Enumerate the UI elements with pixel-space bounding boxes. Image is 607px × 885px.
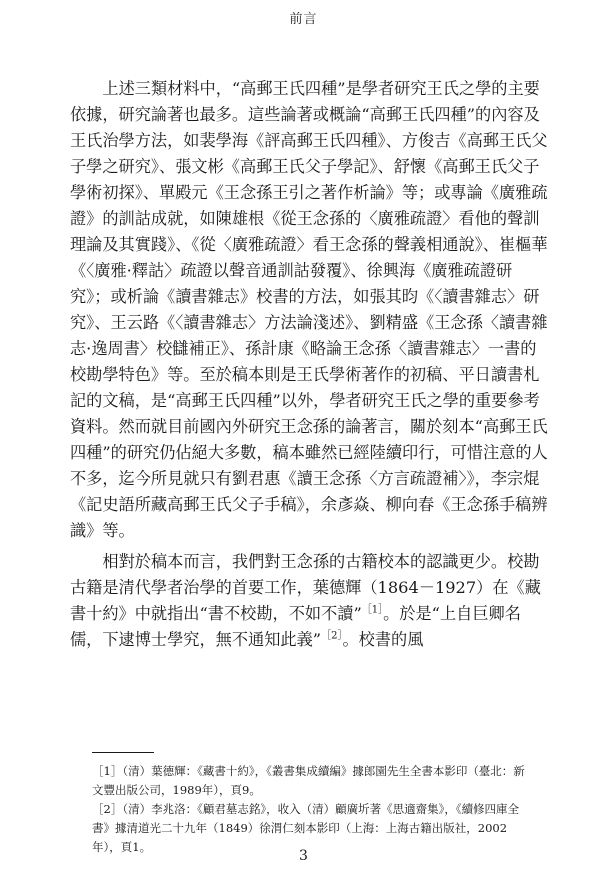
footnote: ［1］（清）葉德輝：《藏書十約》，《叢書集成續編》據郎園先生全書本影印（臺北：新文豐出版公司，1989年），頁9。 bbox=[92, 764, 525, 797]
paragraph: 上述三類材料中，“高郵王氏四種”是學者研究王氏之學的主要依據，研究論著也最多。這些論著或概論“高郵王氏四種”的內容及王氏治學方法，如裴學海《評高郵王氏四種》、方俊吉《高郵王氏父子學之研究》、張文彬《高郵王氏父子學記》、舒懷《高郵王氏父子學術初探》、單殿元《王念孫王引之著作析論》等；或專論《廣雅疏證》的訓詁成就，如陳雄根《從王念孫的〈廣雅疏證〉看他的聲訓理論及其實踐》、《從〈廣雅疏證〉看王念孫的聲義相通說》、崔樞華《〈廣雅·釋詁〉疏證以聲音通訓詁發覆》、徐興海《廣雅疏證研究》；或析論《讀書雜志》校書的方法，如張其昀《〈讀書雜志〉研究》、王云路《〈讀書雜志〉方法論淺述》、劉精盛《王念孫〈讀書雜志·逸周書〉校讎補正》、孫計康《略論王念孫〈讀書雜志〉一書的校勘學特色》等。至於稿本則是王氏學術著作的初稿、平日讀書札記的文稿，是“高郵王氏四種”以外，學者研究王氏之學的重要參考資料。然而就目前國內外研究王念孫的論著言，關於刻本“高郵王氏四種”的研究仍佔絕大多數，稿本雖然已經陸續印行，可惜注意的人不多，迄今所見就只有劉君惠《讀王念孫〈方言疏證補〉》，李宗焜《記史語所藏高郵王氏父子手稿》，余彥焱、柳向春《王念孫手稿辨識》等。 bbox=[70, 79, 548, 540]
paragraph bbox=[70, 549, 548, 653]
page-number: 3 bbox=[299, 848, 308, 864]
paragraph-text: 。校書的風 bbox=[342, 630, 424, 649]
body-text bbox=[70, 76, 548, 653]
footnote-ref[interactable]: ［1］ bbox=[361, 604, 384, 616]
running-header: 前言 bbox=[289, 12, 318, 27]
footnote-ref[interactable]: ［2］ bbox=[321, 630, 343, 642]
paragraph-text: 相對於稿本而言，我們對王念孫的古籍校本的認識更少。校勘古籍是清代學者治學的首要工作，葉德輝（1864－1927）在《藏書十約》中就指出“書不校勘，不如不讀” bbox=[70, 552, 541, 623]
footnotes bbox=[92, 762, 532, 857]
paragraph-text: 。於是“上自巨卿名儒，下逮博士學究，無不通知此義” bbox=[70, 604, 521, 649]
footnote-divider bbox=[92, 752, 154, 753]
footnote: ［2］（清）李兆洛：《顧君墓志銘》，收入（清）顧廣圻著《思適齋集》，《續修四庫全書》據清道光二十九年（1849）徐渭仁刻本影印（上海：上海古籍出版社，2002年），頁1。 bbox=[92, 802, 520, 854]
